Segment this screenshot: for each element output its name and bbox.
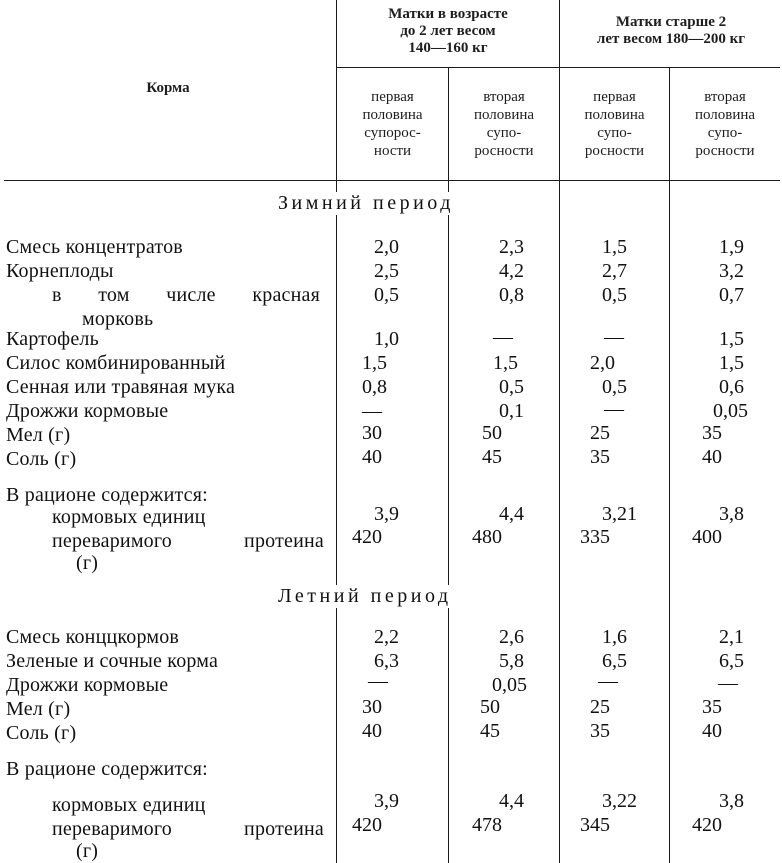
winter-row-label: Сенная или травяная мука	[6, 376, 236, 398]
group-header-young	[337, 6, 559, 57]
winter-units-cell: 3,21	[602, 503, 637, 525]
summer-cell: 40	[362, 720, 382, 742]
subheader-col1	[337, 88, 448, 160]
winter-cell: 2,0	[374, 236, 399, 258]
winter-row-label	[52, 284, 320, 306]
summer-feed-units-label: кормовых единиц	[52, 794, 206, 816]
subheader-col4-line2: половина	[694, 107, 756, 123]
subheader-col4-line1: вторая	[704, 89, 746, 105]
summer-cell: 5,8	[499, 650, 524, 672]
winter-cell: 35	[702, 422, 722, 444]
winter-cell: 1,5	[602, 236, 627, 258]
winter-units-cell: 3,9	[374, 503, 399, 525]
subheader-col2-line3: супо-	[486, 125, 522, 141]
winter-cell: 1,5	[493, 352, 518, 374]
summer-row-label: Зеленые и сочные корма	[6, 650, 219, 672]
subheader-col2-line1: вторая	[483, 89, 525, 105]
summer-cell: 1,6	[602, 626, 627, 648]
subheader-col1-line1: первая	[371, 89, 414, 105]
winter-cell: 0,1	[499, 400, 524, 422]
winter-cell: 1,5	[719, 328, 744, 350]
subheader-col3-line2: половина	[584, 107, 645, 123]
summer-units-cell: 3,9	[374, 790, 399, 812]
summer-cell: 35	[702, 696, 722, 718]
winter-cell: 2,5	[374, 260, 399, 282]
summer-protein-unit: (г)	[76, 840, 99, 862]
subheader-col4-line4: росности	[695, 143, 755, 159]
winter-cell: 40	[362, 446, 382, 468]
summer-units-cell: 3,8	[719, 790, 744, 812]
winter-feed-units-label: кормовых единиц	[52, 506, 206, 528]
summer-contains-label: В рационе содержится:	[6, 758, 208, 780]
group-header-young-line1: Матки в возрасте	[388, 6, 508, 22]
winter-cell: 0,5	[602, 376, 627, 398]
group-header-young-line3: 140—160 кг	[408, 40, 488, 56]
winter-row-label: Корнеплоды	[6, 260, 114, 282]
header-bottom-rule	[4, 180, 780, 181]
winter-cell: 0,6	[719, 376, 744, 398]
winter-row-label: Картофель	[6, 328, 99, 350]
subheader-col4-line3: супо-	[707, 125, 743, 141]
column-rule-2	[448, 67, 449, 863]
winter-units-cell: 3,8	[719, 503, 744, 525]
winter-period-title: Зимний период	[274, 192, 458, 215]
winter-cell: 40	[702, 446, 722, 468]
subheader-col2-line4: росности	[474, 143, 534, 159]
group-header-old	[560, 14, 782, 48]
summer-protein-label-text: переваримого протеина	[52, 818, 324, 840]
winter-protein-label	[52, 530, 324, 552]
summer-cell: 50	[480, 696, 500, 718]
summer-cell: 45	[480, 720, 500, 742]
winter-cell: 0,05	[713, 400, 748, 422]
winter-cell: 1,9	[719, 236, 744, 258]
winter-row-label: Дрожжи кормовые	[6, 400, 169, 422]
summer-row-label: Смесь конццкормов	[6, 626, 180, 648]
winter-cell: 4,2	[499, 260, 524, 282]
winter-row-label: Смесь концентратов	[6, 236, 183, 258]
summer-cell: —	[718, 672, 738, 694]
winter-cell: 0,5	[499, 376, 524, 398]
winter-cell: 35	[590, 446, 610, 468]
summer-protein-cell: 420	[692, 814, 722, 836]
summer-cell: 30	[362, 696, 382, 718]
subheader-col4	[670, 88, 780, 160]
summer-row-label: Соль (г)	[6, 722, 77, 744]
winter-cell: 45	[482, 446, 502, 468]
summer-row-label: Дрожжи кормовые	[6, 674, 169, 696]
summer-protein-cell: 478	[472, 814, 502, 836]
subheader-col1-line4: ности	[373, 143, 412, 159]
winter-cell: 2,7	[602, 260, 627, 282]
summer-cell: 25	[590, 696, 610, 718]
winter-cell: —	[604, 398, 624, 420]
winter-cell: 0,5	[602, 284, 627, 306]
winter-protein-cell: 480	[472, 526, 502, 548]
feed-column-header: Корма	[146, 80, 190, 96]
subheader-col1-line3: супорос-	[364, 125, 421, 141]
subheader-col3-line3: супо-	[597, 125, 632, 141]
winter-row-label: Мел (г)	[6, 424, 71, 446]
winter-cell: 0,7	[719, 284, 744, 306]
winter-contains-label: В рационе содержится:	[6, 484, 208, 506]
summer-cell: 6,3	[374, 650, 399, 672]
winter-cell: 1,5	[719, 352, 744, 374]
winter-protein-cell: 335	[580, 526, 610, 548]
winter-cell: 30	[362, 422, 382, 444]
winter-protein-cell: 420	[352, 526, 382, 548]
summer-cell: 2,2	[374, 626, 399, 648]
subheader-col3-line4: росности	[584, 143, 645, 159]
group-header-young-line2: до 2 лет весом	[400, 23, 496, 39]
subheader-col3	[560, 88, 669, 160]
summer-cell: 6,5	[719, 650, 744, 672]
summer-period-title: Летний период	[274, 585, 456, 608]
winter-cell: —	[604, 326, 624, 348]
winter-cell: 25	[590, 422, 610, 444]
winter-units-cell: 4,4	[499, 503, 524, 525]
winter-cell: —	[362, 400, 382, 422]
winter-cell: 0,5	[374, 284, 399, 306]
winter-cell: 1,0	[374, 328, 399, 350]
winter-cell: 2,0	[590, 352, 615, 374]
winter-row-label-text: в том числе красная	[52, 284, 320, 306]
summer-protein-cell: 345	[580, 814, 610, 836]
summer-units-cell: 3,22	[602, 790, 637, 812]
summer-units-cell: 4,4	[499, 790, 524, 812]
subheader-col2-line2: половина	[473, 107, 535, 123]
winter-cell: 50	[482, 422, 502, 444]
subheader-col3-line1: первая	[593, 89, 636, 105]
subheader-col1-line2: половина	[362, 107, 423, 123]
summer-cell: 2,6	[499, 626, 524, 648]
winter-protein-label-text: переваримого протеина	[52, 530, 324, 552]
winter-row-label: Соль (г)	[6, 448, 77, 470]
winter-protein-cell: 400	[692, 526, 722, 548]
summer-cell: 0,05	[492, 674, 527, 696]
summer-cell: 6,5	[602, 650, 627, 672]
summer-protein-cell: 420	[352, 814, 382, 836]
winter-cell: 0,8	[362, 376, 387, 398]
winter-cell: 3,2	[719, 260, 744, 282]
summer-protein-label	[52, 818, 324, 840]
winter-cell: 0,8	[499, 284, 524, 306]
summer-cell: 40	[702, 720, 722, 742]
winter-cell: 2,3	[499, 236, 524, 258]
summer-row-label: Мел (г)	[6, 698, 71, 720]
winter-row-label-continued: морковь	[82, 308, 154, 330]
winter-cell: —	[493, 326, 513, 348]
winter-row-label: Силос комбинированный	[6, 352, 226, 374]
subheader-col2	[449, 88, 559, 160]
winter-cell: 1,5	[362, 352, 387, 374]
summer-cell: —	[368, 670, 388, 692]
summer-cell: 35	[590, 720, 610, 742]
winter-protein-unit: (г)	[76, 552, 99, 574]
summer-cell: —	[598, 670, 618, 692]
group-header-old-line2: лет весом 180—200 кг	[596, 31, 746, 47]
group-header-old-line1: Матки старше 2	[615, 14, 727, 30]
summer-cell: 2,1	[719, 626, 744, 648]
column-rule-4	[669, 67, 670, 863]
